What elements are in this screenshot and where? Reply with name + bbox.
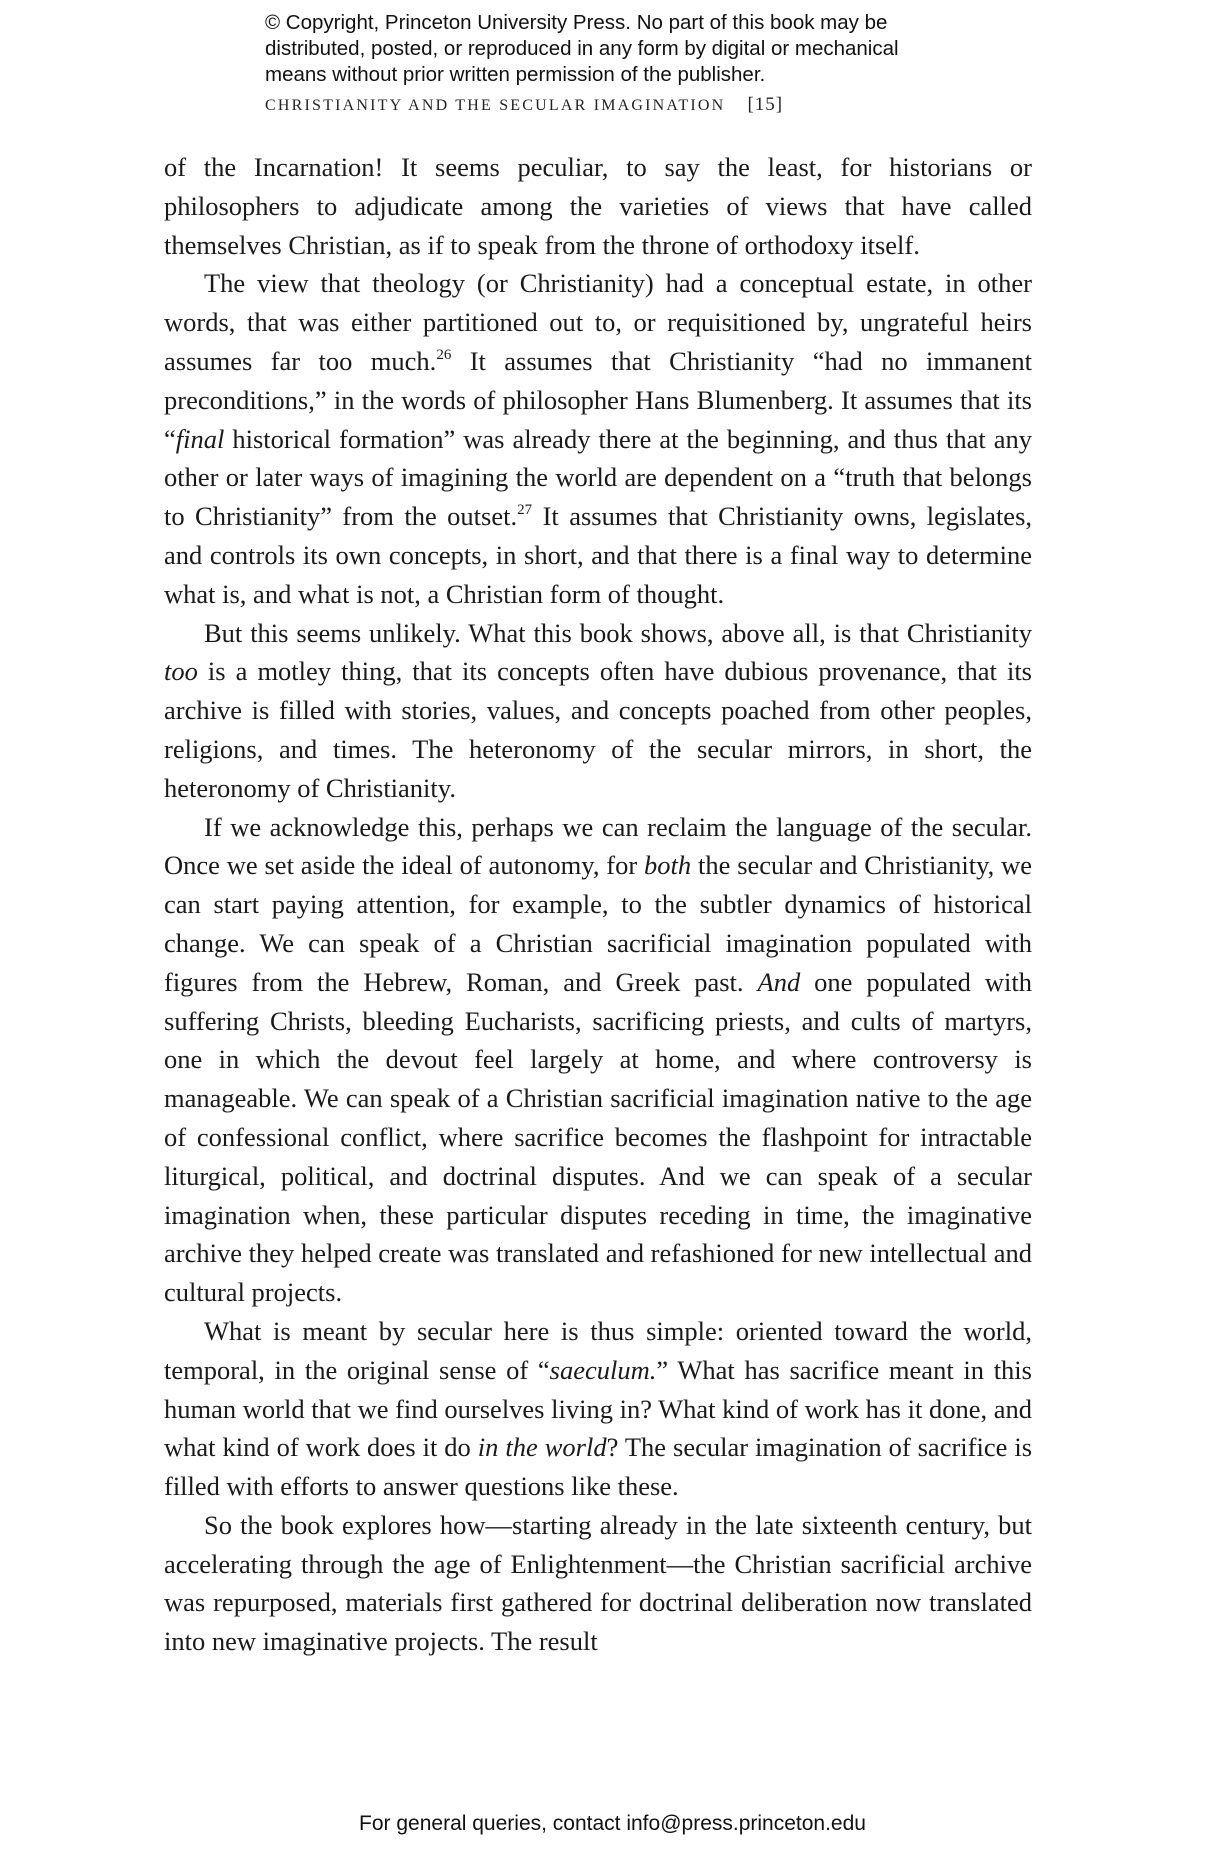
running-head — [265, 94, 1005, 116]
text-run: the secular and Christianity, we can start paying attention, for example, to the subtler dynamics of historical change. We can speak of a Christian sacrificial imagination populated with figures from the Hebrew, Roman, and Greek past. — [164, 850, 1032, 997]
text-run: ” What has sacrifice meant in this human world that we find ourselves living in? What kind of work has it done, and what kind of work does it do — [164, 1354, 1032, 1463]
italic-text: final — [175, 423, 225, 454]
body-paragraph — [164, 1506, 1032, 1661]
text-run: What is meant by secular here is thus simple: oriented toward the world, temporal, in the original sense of “ — [164, 1315, 1032, 1385]
footer-contact: For general queries, contact info@press.princeton.edu — [359, 1812, 866, 1835]
text-run: of the Incarnation! It seems peculiar, to say the least, for historians or philosophers to adjudicate among the varieties of views that have called themselves Christian, as if to speak from the throne of orthodoxy itself. — [164, 152, 1032, 260]
body-paragraph — [164, 148, 1032, 264]
copyright-line: © Copyright, Princeton University Press. No part of this book may be — [265, 11, 888, 34]
running-head-title: CHRISTIANITY AND THE SECULAR IMAGINATION — [265, 97, 726, 114]
footnote-ref: 27 — [517, 502, 533, 519]
italic-text: saeculum. — [549, 1354, 657, 1385]
page-number: [15] — [747, 94, 784, 115]
text-run: It assumes that Christianity “had no immanent preconditions,” in the words of philosopher Hans Blumenberg. It assumes that its “ — [164, 345, 1032, 454]
italic-text: And — [757, 966, 801, 997]
text-run: one populated with suffering Christs, bleeding Eucharists, sacrificing priests, and cults of martyrs, one in which the devout feel largely at home, and where controversy is manageable. We can speak of a Christian sacrificial imagination native to the age of confessional conflict, where sacrifice becomes the flashpoint for intractable liturgical, political, and doctrinal disputes. And we can speak of a secular imagination when, these particular disputes receding in time, the imaginative archive they helped create was translated and refashioned for new intellectual and cultural projects. — [164, 966, 1032, 1308]
text-run: historical formation” was already there at the beginning, and thus that any other or later ways of imagining the world are dependent on a “truth that belongs to Christianity” from the outset. — [164, 423, 1032, 532]
text-run: So the book explores how—starting already in the late sixteenth century, but accelerating through the age of Enlightenment—the Christian sacrificial archive was repurposed, materials first gathered for doctrinal deliberation now translated into new imaginative projects. The result — [164, 1509, 1032, 1657]
italic-text: too — [164, 656, 198, 687]
text-run: The view that theology (or Christianity) had a conceptual estate, in other words, that was either partitioned out to, or requisitioned by, ungrateful heirs assumes far too much. — [164, 268, 1032, 376]
text-run: ? The secular imagination of sacrifice is filled with efforts to answer questions like these. — [164, 1432, 1033, 1502]
body-paragraph — [164, 264, 1032, 613]
body-paragraph — [164, 1312, 1032, 1506]
body-text — [164, 148, 1032, 1661]
text-run: If we acknowledge this, perhaps we can reclaim the language of the secular. Once we set aside the ideal of autonomy, for — [164, 811, 1032, 881]
italic-text: in the world — [477, 1432, 607, 1463]
text-run: is a motley thing, that its concepts often have dubious provenance, that its archive is filled with stories, values, and concepts poached from other peoples, religions, and times. The heteronomy of the secular mirrors, in short, the heteronomy of Christianity. — [164, 656, 1032, 803]
italic-text: both — [644, 850, 692, 881]
text-run: It assumes that Christianity owns, legislates, and controls its own concepts, in short, and that there is a final way to determine what is, and what is not, a Christian form of thought. — [164, 501, 1033, 609]
body-paragraph — [164, 614, 1032, 808]
copyright-notice — [265, 10, 985, 88]
text-run: But this seems unlikely. What this book shows, above all, is that Christianity — [204, 617, 1032, 648]
copyright-line: distributed, posted, or reproduced in any form by digital or mechanical — [265, 37, 899, 60]
footnote-ref: 26 — [436, 346, 452, 363]
copyright-line: means without prior written permission of the publisher. — [265, 63, 766, 86]
body-paragraph — [164, 808, 1032, 1312]
